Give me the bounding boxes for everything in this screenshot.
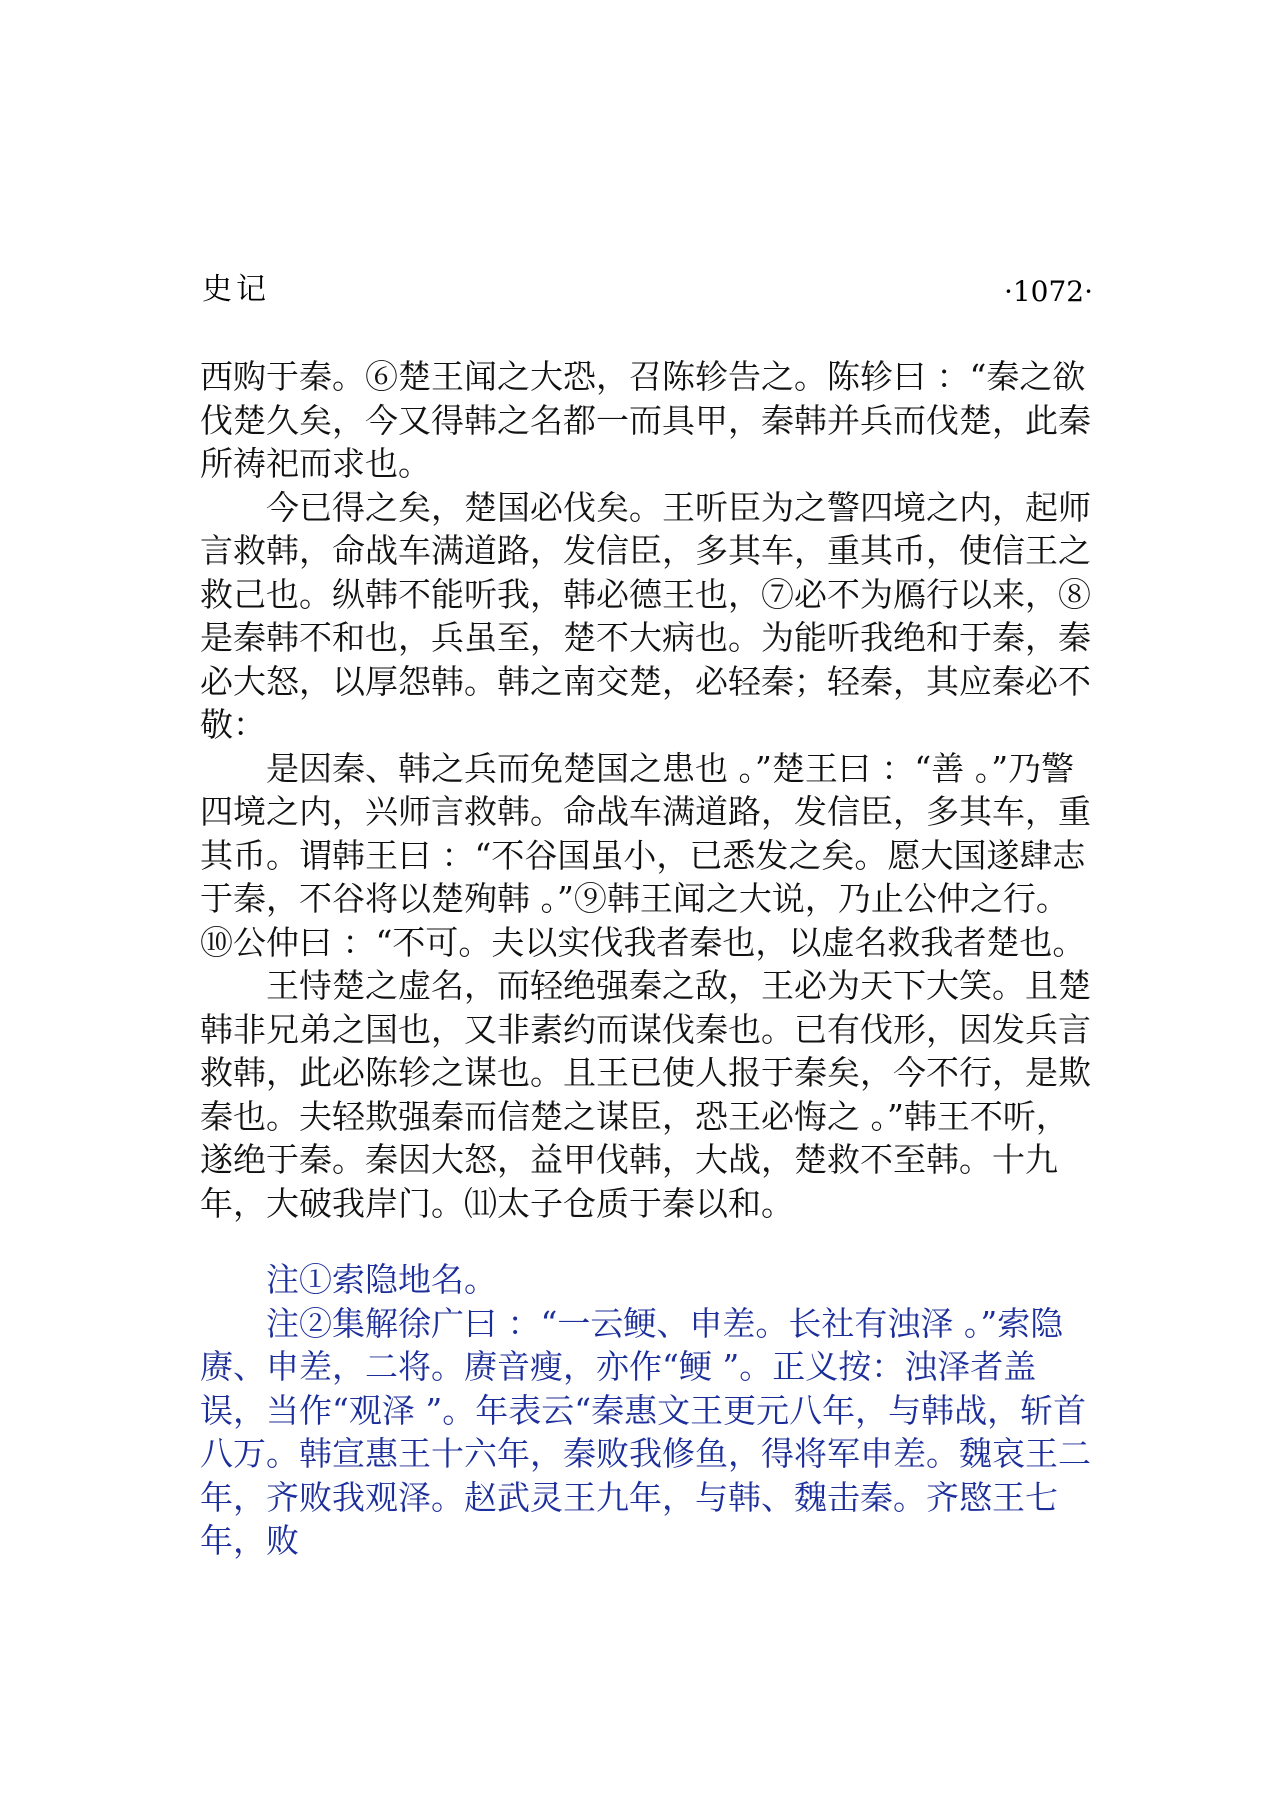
annotations: [200, 1258, 1100, 1563]
main-text: [200, 355, 1100, 1225]
book-title: 史记: [202, 272, 270, 307]
paragraph: 西购于秦。⑥楚王闻之大恐，召陈轸告之。陈轸曰 ：“秦之欲伐楚久矣，今又得韩之名都一而具甲，秦韩并兵而伐楚，此秦所祷祀而求也。: [200, 357, 1091, 483]
paragraph: 是因秦、韩之兵而免楚国之患也 。”楚王曰 ：“善 。”乃警四境之内，兴师言救韩。命战车满道路，发信臣，多其车，重其币。谓韩王曰 ：“不谷国虽小，已悉发之矣。愿大国遂肆志于秦，不谷将以楚殉韩 。”⑨韩王闻之大说，乃止公仲之行。⑩公仲曰 ：“不可。夫以实伐我者秦也，以虚名救我者楚也。: [200, 748, 1091, 962]
note-item: 注②集解徐广曰 ：“一云鲠、申差。长社有浊泽 。”索隐赓、申差，二将。赓音瘦，亦作“鲠 ”。正义按：浊泽者盖误，当作“观泽 ”。年表云“秦惠文王更元八年，与韩战，斩首八万。韩宣惠王十六年，秦败我修鱼，得将军申差。魏哀王二年，齐败我观泽。赵武灵王九年，与韩、魏击秦。齐愍王七年，败: [200, 1303, 1091, 1560]
paragraph: 今已得之矣，楚国必伐矣。王听臣为之警四境之内，起师言救韩，命战车满道路，发信臣，多其车，重其币，使信王之救己也。纵韩不能听我，韩必德王也，⑦必不为鴈行以来，⑧是秦韩不和也，兵虽至，楚不大病也。为能听我绝和于秦，秦必大怒，以厚怨韩。韩之南交楚，必轻秦；轻秦，其应秦必不敬：: [200, 487, 1091, 744]
paragraph: 王恃楚之虚名，而轻绝强秦之敌，王必为天下大笑。且楚韩非兄弟之国也，又非素约而谋伐秦也。已有伐形，因发兵言救韩，此必陈轸之谋也。且王已使人报于秦矣，今不行，是欺秦也。夫轻欺强秦而信楚之谋臣，恐王必悔之 。”韩王不听，遂绝于秦。秦因大怒，益甲伐韩，大战，楚救不至韩。十九年，大破我岸门。⑾太子仓质于秦以和。: [200, 966, 1091, 1223]
note-item: 注①索隐地名。: [266, 1260, 497, 1299]
page-number: ·1072·: [1003, 275, 1093, 308]
